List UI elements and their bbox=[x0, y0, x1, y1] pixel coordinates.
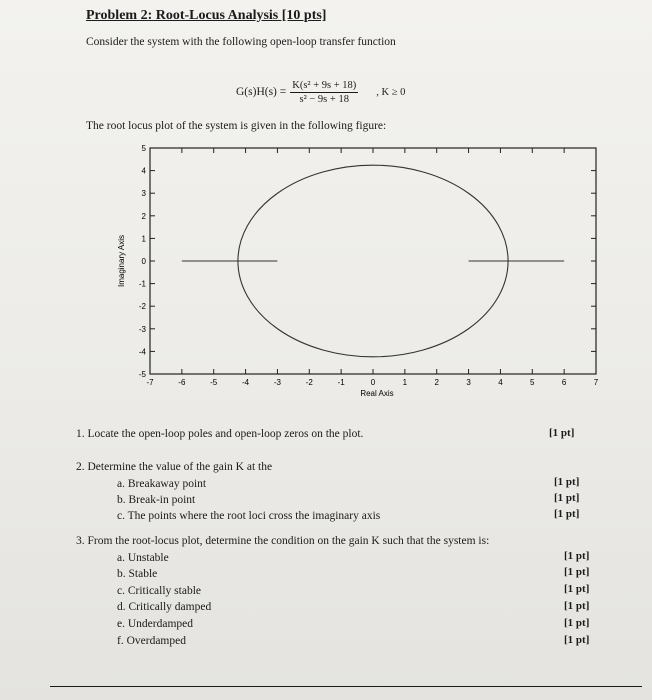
question-item: 2. Determine the value of the gain K at the bbox=[76, 461, 273, 473]
question-item: a. Breakaway point bbox=[117, 478, 207, 490]
y-tick-label: 3 bbox=[141, 189, 146, 199]
root-locus-plot bbox=[112, 140, 612, 410]
question-item: a. Unstable bbox=[117, 552, 169, 564]
intro-text: Consider the system with the following open-loop transfer function bbox=[86, 36, 396, 48]
question-item: 1. Locate the open-loop poles and open-loop zeros on the plot. bbox=[76, 428, 364, 440]
x-tick-label: 1 bbox=[402, 378, 408, 387]
question-item: d. Critically damped bbox=[117, 601, 212, 613]
x-tick-label: -3 bbox=[273, 378, 281, 387]
y-tick-label: 0 bbox=[141, 257, 146, 266]
equation-fraction bbox=[290, 80, 358, 105]
figure-caption: The root locus plot of the system is given in the following figure: bbox=[86, 120, 387, 132]
points-value: [1 pt] bbox=[554, 492, 580, 504]
y-tick-label: 2 bbox=[141, 211, 146, 221]
problem-title: Problem 2: Root-Locus Analysis [10 pts] bbox=[86, 8, 327, 23]
points-value: [1 pt] bbox=[564, 550, 590, 562]
y-tick-label: -4 bbox=[138, 347, 146, 357]
locus-circle bbox=[238, 165, 508, 357]
x-tick-label: -4 bbox=[242, 378, 250, 387]
y-tick-label: -5 bbox=[138, 370, 146, 379]
x-axis-label: Real Axis bbox=[360, 389, 394, 398]
points-value: [1 pt] bbox=[564, 634, 590, 646]
points-value: [1 pt] bbox=[564, 583, 590, 595]
question-item: b. Break-in point bbox=[117, 494, 196, 506]
y-tick-label: 5 bbox=[141, 144, 146, 153]
y-tick-label: -1 bbox=[138, 279, 146, 289]
plot-ticks bbox=[139, 144, 599, 387]
x-tick-label: 2 bbox=[434, 378, 439, 387]
x-tick-label: 0 bbox=[370, 378, 376, 387]
x-tick-label: -2 bbox=[305, 378, 313, 387]
points-value: [1 pt] bbox=[549, 427, 575, 439]
x-tick-label: 5 bbox=[530, 378, 535, 387]
y-tick-label: -3 bbox=[138, 324, 146, 334]
equation-numerator: K(s² + 9s + 18) bbox=[292, 79, 357, 91]
x-tick-label: 6 bbox=[561, 378, 567, 387]
bottom-rule bbox=[50, 686, 642, 687]
points-value: [1 pt] bbox=[554, 476, 580, 488]
x-tick-label: -6 bbox=[178, 378, 186, 387]
question-item: 3. From the root-locus plot, determine the condition on the gain K such that the system is: bbox=[76, 535, 490, 547]
points-value: [1 pt] bbox=[564, 600, 590, 612]
question-item: c. The points where the root loci cross the imaginary axis bbox=[117, 510, 381, 522]
x-tick-label: 7 bbox=[593, 378, 599, 387]
equation-lhs: G(s)H(s) = bbox=[236, 86, 287, 98]
x-tick-label: -5 bbox=[210, 378, 218, 387]
y-tick-label: 1 bbox=[141, 234, 146, 244]
question-item: c. Critically stable bbox=[117, 585, 201, 597]
y-axis-label: Imaginary Axis bbox=[117, 234, 126, 288]
x-tick-label: -1 bbox=[337, 378, 345, 387]
equation-denominator: s² − 9s + 18 bbox=[299, 93, 349, 105]
points-value: [1 pt] bbox=[554, 508, 580, 520]
plot-marks bbox=[182, 165, 564, 357]
points-value: [1 pt] bbox=[564, 566, 590, 578]
x-tick-label: 3 bbox=[466, 378, 471, 387]
question-item: f. Overdamped bbox=[117, 635, 186, 647]
y-tick-label: 4 bbox=[141, 166, 146, 176]
y-tick-label: -2 bbox=[138, 302, 146, 312]
x-tick-label: 4 bbox=[498, 378, 503, 387]
points-value: [1 pt] bbox=[564, 617, 590, 629]
x-tick-label: -7 bbox=[146, 378, 154, 387]
question-item: b. Stable bbox=[117, 568, 158, 580]
gain-condition: , K ≥ 0 bbox=[376, 86, 406, 98]
question-item: e. Underdamped bbox=[117, 618, 193, 630]
transfer-function bbox=[236, 74, 405, 110]
